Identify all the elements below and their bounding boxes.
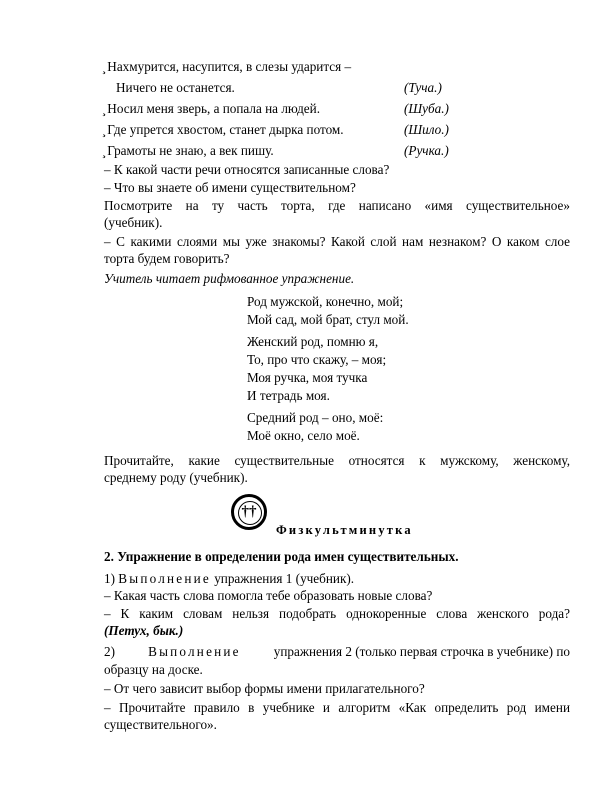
riddle-4 [104, 143, 274, 159]
riddle-3 [104, 122, 344, 138]
question-6: – От чего зависит выбор формы имени прилагательного? [104, 681, 425, 696]
paragraph-2a: Прочитайте, какие существительные относятся к мужскому, женскому, [104, 453, 570, 468]
riddle-1-cont [116, 80, 235, 96]
icon-glyphs: †† [241, 504, 257, 520]
poem-line: То, про что скажу, – моя; [247, 352, 387, 367]
fizkult-heading: Физкультминутка [276, 523, 413, 537]
step-1 [104, 571, 354, 587]
riddle-answer: (Ручка.) [404, 143, 449, 158]
step-number: 1) [104, 571, 115, 586]
riddle-1 [104, 59, 351, 75]
step-2 [104, 644, 570, 660]
section-2-heading: 2. Упражнение в определении рода имен существительных. [104, 549, 459, 564]
poem-line: Женский род, помню я, [247, 334, 379, 349]
two-people-icon [231, 494, 267, 530]
question-4: – Какая часть слова помогла тебе образовать новые слова? [104, 588, 433, 603]
question-2: – Что вы знаете об имени существительном? [104, 180, 356, 195]
riddle-2 [104, 101, 320, 117]
teacher-note: Учитель читает рифмованное упражнение. [104, 271, 355, 286]
question-3b: торта будем говорить? [104, 251, 230, 266]
question-5b: (Петух, бык.) [104, 623, 184, 638]
riddle-text: ̧ Где упрется хвостом, станет дырка потом. [104, 122, 344, 137]
question-5a: – К каким словам нельзя подобрать однокоренные слова женского рода? [104, 606, 570, 621]
question-3a: – С какими слоями мы уже знакомы? Какой слой нам незнаком? О каком слое [104, 234, 570, 249]
poem-line: Мой сад, мой брат, стул мой. [247, 312, 409, 327]
poem-line: Средний род – оно, моё: [247, 410, 384, 425]
step-number: 2) [104, 644, 115, 659]
poem-line: Род мужской, конечно, мой; [247, 294, 404, 309]
step-2-cont: образцу на доске. [104, 662, 203, 677]
riddle-text: Ничего не останется. [116, 80, 235, 95]
poem-line: Моя ручка, моя тучка [247, 370, 368, 385]
poem-line: И тетрадь моя. [247, 388, 330, 403]
step-rest: упражнения 2 (только первая строчка в учебнике) по [273, 644, 570, 659]
step-word: Выполнение [118, 571, 211, 586]
paragraph-1b: (учебник). [104, 215, 163, 230]
question-7a: – Прочитайте правило в учебнике и алгоритм «Как определить род имени [104, 700, 570, 715]
step-word: Выполнение [148, 644, 241, 659]
riddle-answer: (Туча.) [404, 80, 442, 95]
riddle-text: ̧ Нахмурится, насупится, в слезы ударится – [104, 59, 352, 74]
poem-line: Моё окно, село моё. [247, 428, 360, 443]
riddle-text: ̧ Грамоты не знаю, а век пишу. [104, 143, 274, 158]
step-rest: упражнения 1 (учебник). [214, 571, 355, 586]
question-7b: существительного». [104, 717, 217, 732]
riddle-answer: (Шило.) [404, 122, 449, 137]
question-1: – К какой части речи относятся записанные слова? [104, 162, 390, 177]
riddle-answer: (Шуба.) [404, 101, 449, 116]
paragraph-2b: среднему роду (учебник). [104, 470, 248, 485]
paragraph-1a: Посмотрите на ту часть торта, где написано «имя существительное» [104, 198, 570, 213]
riddle-text: ̧ Носил меня зверь, а попала на людей. [104, 101, 321, 116]
